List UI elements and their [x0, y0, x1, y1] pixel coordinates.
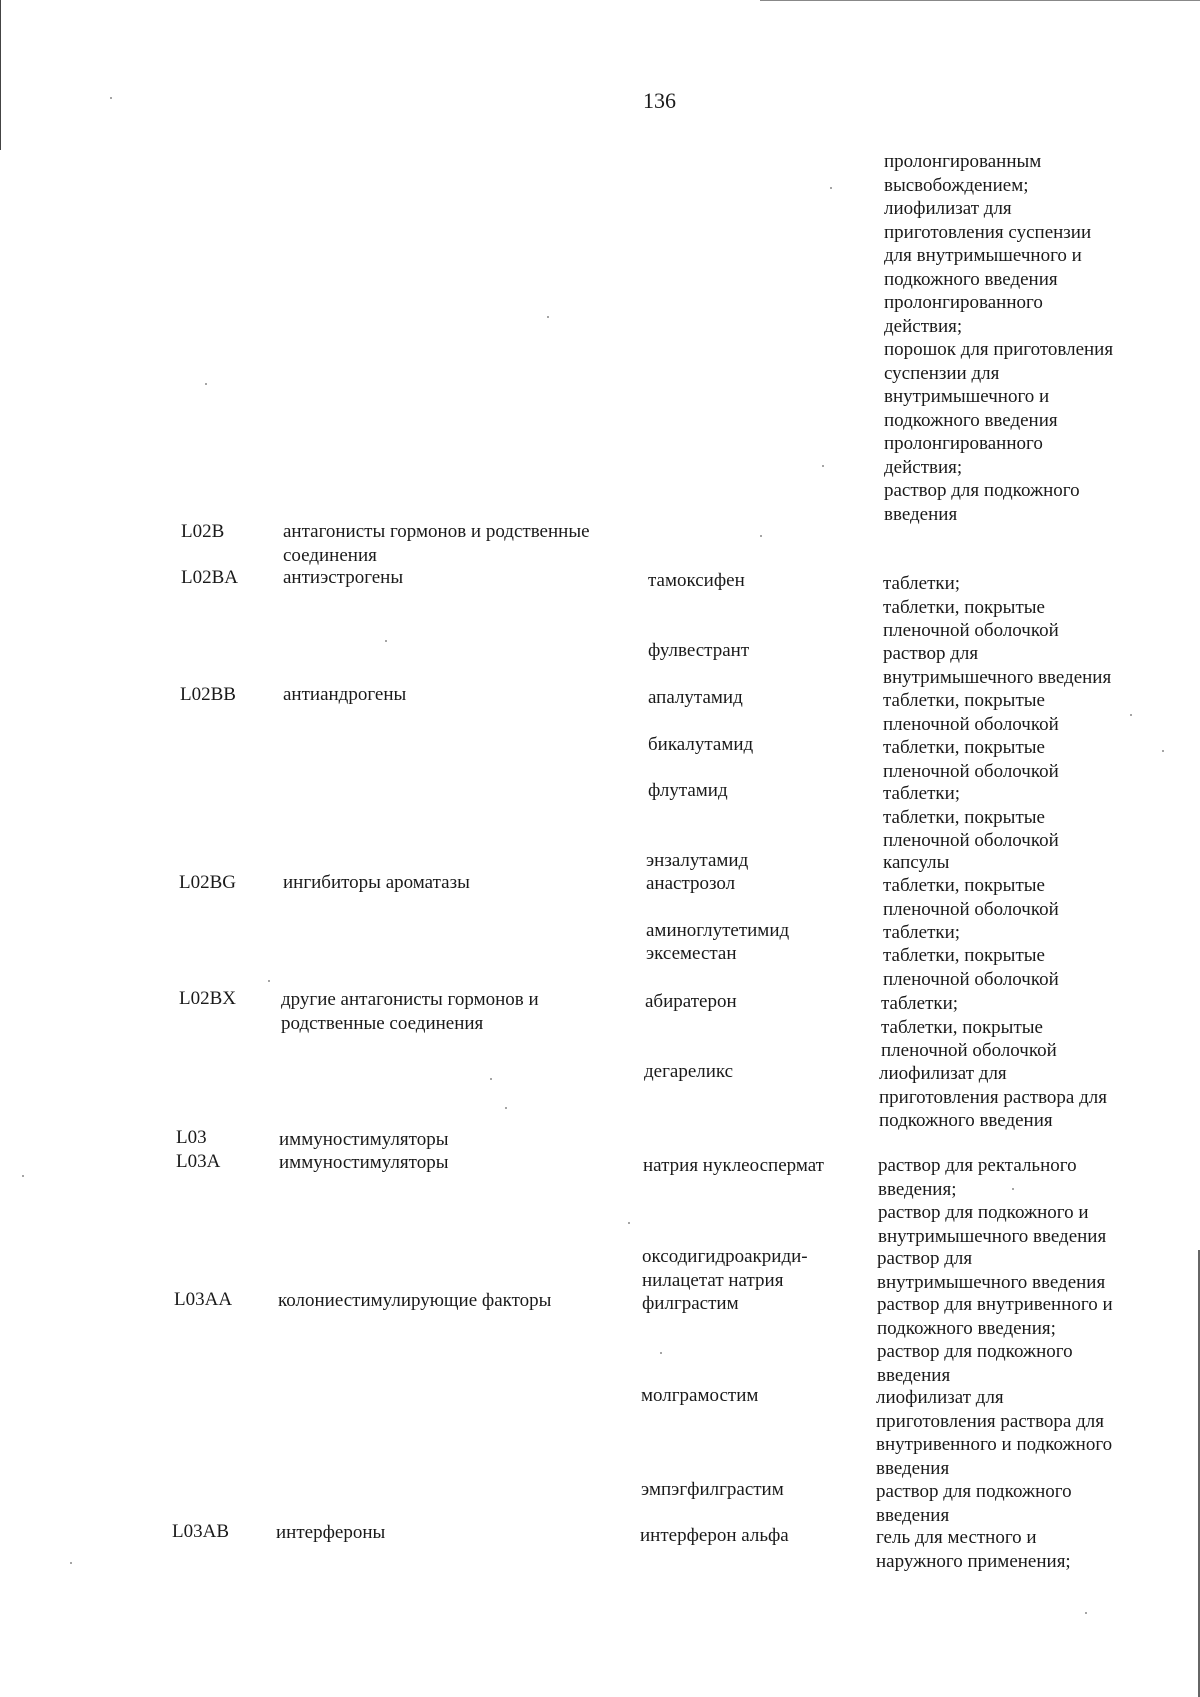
row-19-group: интерфероны	[276, 1522, 386, 1543]
row-2-group: антиэстрогены	[283, 567, 404, 588]
scan-speck	[110, 97, 112, 99]
scan-speck	[268, 980, 270, 982]
row-8-group: ингибиторы ароматазы	[283, 872, 470, 893]
row-2-form: таблетки; таблетки, покрытые пленочной оболочкой	[883, 573, 1059, 641]
row-17-drug: молграмостим	[641, 1385, 759, 1406]
row-16-form: раствор для внутривенного и подкожного введения; раствор для подкожного введения	[877, 1294, 1113, 1386]
row-10-drug: эксеместан	[646, 943, 737, 964]
scan-edge-left	[0, 0, 1, 150]
row-9-drug: аминоглутетимид	[646, 920, 790, 941]
row-11-form: таблетки; таблетки, покрытые пленочной оболочкой	[881, 993, 1057, 1061]
row-4-code: L02BB	[180, 684, 236, 705]
row-3-drug: фулвестрант	[648, 640, 750, 661]
row-13-code: L03	[176, 1127, 207, 1148]
row-4-drug: апалутамид	[648, 687, 743, 708]
row-9-form: таблетки;	[883, 922, 961, 943]
scan-speck	[830, 187, 832, 189]
scan-speck	[1085, 1612, 1087, 1614]
row-2-code: L02BA	[181, 567, 238, 588]
page-number: 136	[643, 88, 676, 113]
row-8-form: таблетки, покрытые пленочной оболочкой	[883, 875, 1059, 920]
row-15-drug: оксодигидроакриди- нилацетат натрия	[642, 1246, 808, 1291]
row-6-drug: флутамид	[648, 780, 728, 801]
row-13-group: иммуностимуляторы	[279, 1129, 449, 1150]
row-15-form: раствор для внутримышечного введения	[877, 1248, 1106, 1293]
scan-speck	[490, 1078, 492, 1080]
row-7-drug: энзалутамид	[646, 850, 749, 871]
row-4-group: антиандрогены	[283, 684, 407, 705]
row-19-drug: интерферон альфа	[640, 1525, 789, 1546]
row-3-form: раствор для внутримышечного введения	[883, 643, 1112, 688]
row-19-form: гель для местного и наружного применения;	[876, 1527, 1071, 1572]
row-8-code: L02BG	[179, 872, 236, 893]
row-1-group: антагонисты гормонов и родственные соединения	[283, 521, 590, 566]
row-5-drug: бикалутамид	[648, 734, 754, 755]
scan-speck	[760, 535, 762, 537]
row-16-drug: филграстим	[642, 1293, 739, 1314]
scan-speck	[547, 316, 549, 318]
row-4-form: таблетки, покрытые пленочной оболочкой	[883, 690, 1059, 735]
scan-speck	[628, 1222, 630, 1224]
row-12-form: лиофилизат для приготовления раствора для подкожного введения	[879, 1063, 1107, 1131]
scan-speck	[1162, 750, 1164, 752]
scan-speck	[22, 1175, 24, 1177]
row-14-drug: натрия нуклеоспермат	[643, 1155, 824, 1176]
scan-speck	[660, 1352, 662, 1354]
row-14-group: иммуностимуляторы	[279, 1152, 449, 1173]
row-7-form: капсулы	[883, 852, 950, 873]
row-18-form: раствор для подкожного введения	[876, 1481, 1072, 1526]
row-11-drug: абиратерон	[645, 991, 737, 1012]
row-19-code: L03AB	[172, 1521, 229, 1542]
row-14-form: раствор для ректального введения; раствор для подкожного и внутримышечного введения	[878, 1155, 1107, 1247]
row-0-form: пролонгированным высвобождением; лиофилизат для приготовления суспензии для внутримышечного и подкожного введения пролонгированного действия; порошок для приготовления суспензии для внутримышечного и подкожного введения пролонгированного действия; раствор для подкожного введения	[884, 151, 1114, 525]
scan-speck	[505, 1107, 507, 1109]
row-18-drug: эмпэгфилграстим	[641, 1479, 784, 1500]
row-11-group: другие антагонисты гормонов и родственные соединения	[281, 989, 539, 1034]
row-16-code: L03AA	[174, 1289, 233, 1310]
row-5-form: таблетки, покрытые пленочной оболочкой	[883, 737, 1059, 782]
row-16-group: колониестимулирующие факторы	[278, 1290, 552, 1311]
scan-speck	[385, 640, 387, 642]
scan-edge-top	[760, 0, 1200, 1]
row-10-form: таблетки, покрытые пленочной оболочкой	[883, 945, 1059, 990]
row-6-form: таблетки; таблетки, покрытые пленочной оболочкой	[883, 783, 1059, 851]
row-1-code: L02B	[181, 521, 225, 542]
row-12-drug: дегареликс	[644, 1061, 734, 1082]
scan-speck	[70, 1562, 72, 1564]
row-8-drug: анастрозол	[646, 873, 736, 894]
scan-speck	[1012, 1188, 1014, 1190]
row-11-code: L02BX	[179, 988, 236, 1009]
scan-speck	[822, 465, 824, 467]
row-14-code: L03A	[176, 1151, 221, 1172]
scan-speck	[205, 383, 207, 385]
scan-speck	[1130, 714, 1132, 716]
row-17-form: лиофилизат для приготовления раствора для внутривенного и подкожного введения	[876, 1387, 1113, 1479]
row-2-drug: тамоксифен	[648, 570, 745, 591]
